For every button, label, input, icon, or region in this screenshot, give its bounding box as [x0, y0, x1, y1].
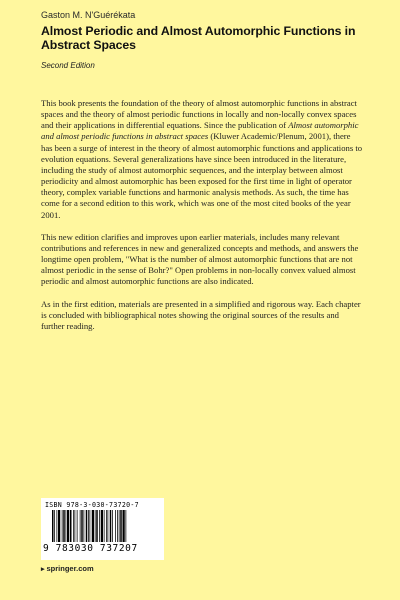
description-p1-start: This book presents the foundation of the theory of almost automorphic functions in abstract spaces and the theory of almost periodic functions in locally and non-locally convex spaces and their applications in differential equations. Since the publication of — [41, 98, 357, 131]
barcode-bar — [52, 510, 54, 542]
barcode-bar — [96, 510, 98, 542]
barcode-bar — [62, 510, 63, 542]
publisher-link[interactable] — [41, 564, 94, 573]
barcode-bars — [41, 510, 164, 544]
barcode-bar — [123, 510, 125, 542]
barcode-bar — [110, 510, 112, 542]
arrow-icon: ▸ — [41, 565, 45, 573]
barcode-bar — [119, 510, 120, 542]
barcode-bar — [95, 510, 96, 542]
barcode-bar — [81, 510, 83, 542]
barcode-bar — [115, 510, 116, 542]
barcode-bar — [112, 510, 113, 542]
edition-label: Second Edition — [41, 61, 95, 70]
book-title: Almost Periodic and Almost Automorphic Functions in Abstract Spaces — [41, 24, 356, 52]
cited-book-title: Almost automorphic and almost periodic functions in abstract spaces — [41, 120, 359, 142]
barcode-bar — [66, 510, 67, 542]
barcode-bar — [104, 510, 105, 542]
barcode-bar — [54, 510, 55, 542]
barcode-bar — [58, 510, 60, 542]
barcode-bar — [117, 510, 118, 542]
barcode-bar — [106, 510, 107, 542]
barcode-bar — [108, 510, 109, 542]
barcode-bar — [57, 510, 58, 542]
barcode-bar — [77, 510, 78, 542]
description-paragraph-3: As in the first edition, materials are presented in a simplified and rigorous way. Each chapter is concluded with bibliographical notes showing the original sources of the results and further reading. — [41, 298, 361, 331]
book-description — [41, 98, 363, 343]
barcode-bar — [75, 510, 76, 542]
barcode-bar — [63, 510, 65, 542]
barcode-bar — [92, 510, 94, 542]
publisher-url: springer.com — [46, 564, 94, 573]
barcode-bar — [80, 510, 81, 542]
barcode-bar — [86, 510, 88, 542]
barcode-bar — [99, 510, 100, 542]
barcode-bar — [101, 510, 103, 542]
barcode-bar — [126, 510, 127, 542]
description-paragraph-1 — [41, 98, 363, 221]
barcode-bar — [73, 510, 74, 542]
description-paragraph-2: This new edition clarifies and improves upon earlier materials, includes many relevant contributions and references in new and generalized concepts and methods, and answers the longtime open problem, "What is the number of almost automorphic functions that are not almost periodic in the sense of Bohr?" Open problems in non-locally convex valued almost periodic and almost automorphic functions are also indicated. — [41, 231, 359, 287]
barcode-bar — [70, 510, 72, 542]
isbn-label: ISBN 978-3-030-73720-7 — [45, 501, 139, 509]
description-p1-end: (Kluwer Academic/Plenum, 2001), there has been a surge of interest in the theory of almost automorphic functions and applications to evolution equations. Several generalizations have since been introduced in the literature, including the study of almost automorphic sequences, and the interplay between almost periodicity and almost automorphic has been exposed for the first time in light of operator theory, complex variable functions and harmonic analysis methods. As such, the time has come for a second edition to this work, which was one of the most cited books of the year 2001. — [41, 131, 363, 220]
barcode-bar — [84, 510, 85, 542]
barcode-bar — [120, 510, 122, 542]
barcode-bar — [88, 510, 89, 542]
isbn-barcode — [41, 498, 164, 560]
author-name: Gaston M. N'Guérékata — [41, 10, 136, 20]
barcode-bar — [67, 510, 69, 542]
barcode-bar — [90, 510, 91, 542]
barcode-digits: 9 783030 737207 — [43, 543, 138, 554]
